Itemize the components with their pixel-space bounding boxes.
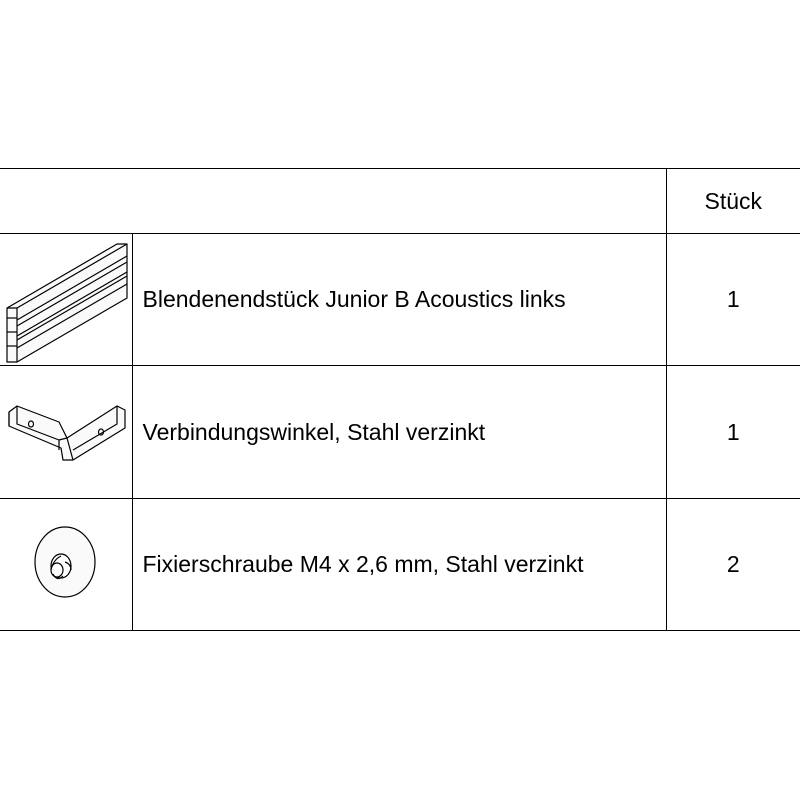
header-description-cell (0, 169, 666, 234)
table-row (0, 366, 800, 498)
row-description: Fixierschraube M4 x 2,6 mm, Stahl verzinkt (132, 498, 666, 630)
row-description: Blendenendstück Junior B Acoustics links (132, 234, 666, 366)
row-quantity: 1 (666, 366, 800, 498)
row-image-cell (0, 498, 132, 630)
row-image-cell (0, 234, 132, 366)
rail-end-piece-icon (1, 236, 131, 364)
table-row (0, 498, 800, 630)
angle-bracket-icon (1, 368, 131, 496)
parts-table (0, 168, 800, 631)
row-description: Verbindungswinkel, Stahl verzinkt (132, 366, 666, 498)
row-quantity: 1 (666, 234, 800, 366)
row-image-cell (0, 366, 132, 498)
row-quantity: 2 (666, 498, 800, 630)
table-row (0, 234, 800, 366)
header-quantity: Stück (666, 169, 800, 234)
fixing-screw-icon (1, 500, 131, 628)
table-header-row (0, 169, 800, 234)
